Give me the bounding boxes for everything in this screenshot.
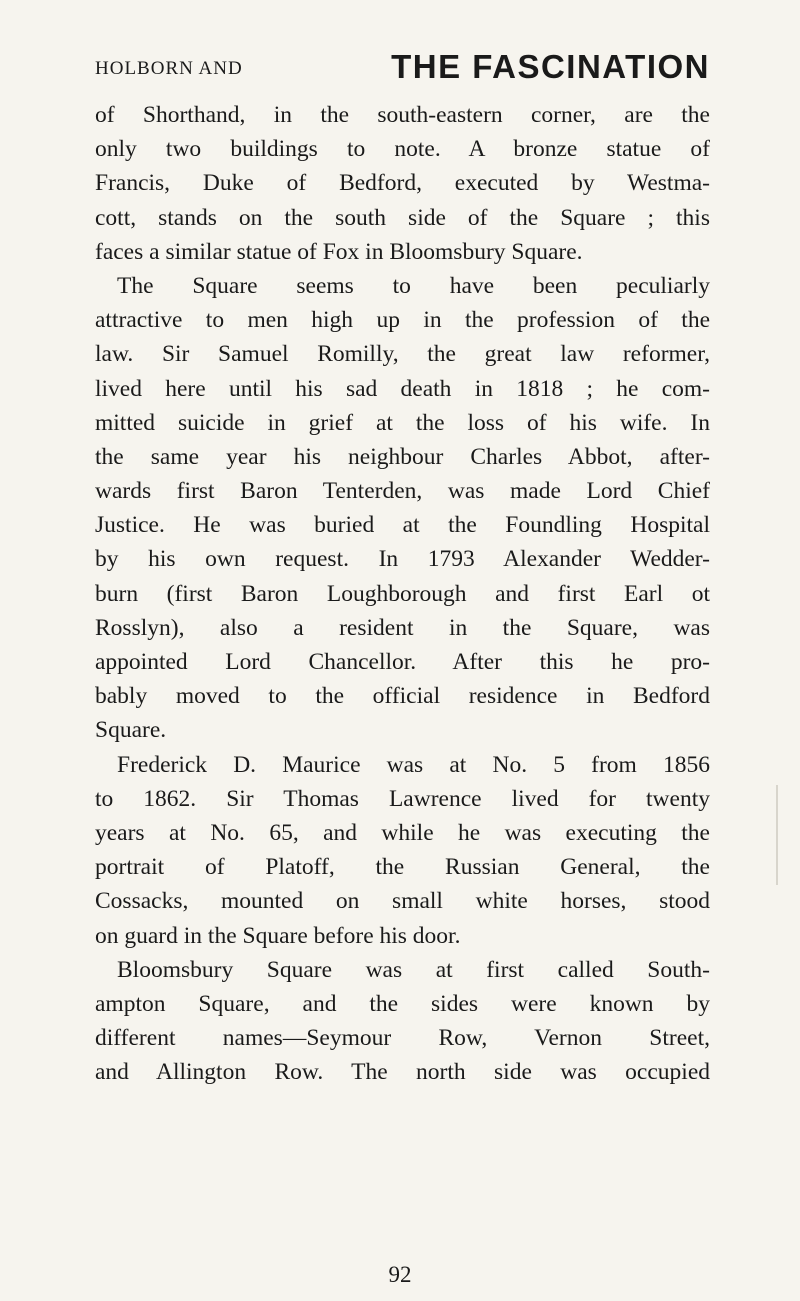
text-line: burn (first Baron Loughborough and first Earl ot: [95, 580, 710, 607]
page-edge-shadow: [776, 785, 778, 885]
running-head-title: THE FASCINATION: [391, 48, 710, 85]
running-head: [95, 48, 710, 92]
text-line: years at No. 65, and while he was executing the: [95, 819, 710, 846]
text-line: Justice. He was buried at the Foundling Hospital: [95, 512, 710, 539]
text-line: cott, stands on the south side of the Square ; this: [95, 204, 710, 231]
text-line: of Shorthand, in the south-eastern corner, are the: [95, 102, 710, 128]
text-line: mitted suicide in grief at the loss of his wife. In: [95, 409, 710, 436]
text-line: Frederick D. Maurice was at No. 5 from 1856: [117, 751, 710, 778]
text-line: The Square seems to have been peculiarly: [117, 272, 710, 299]
text-line: bably moved to the official residence in Bedford: [95, 683, 710, 710]
text-line: wards first Baron Tenterden, was made Lord Chief: [95, 478, 710, 505]
text-line: attractive to men high up in the profession of the: [95, 307, 710, 334]
text-line: faces a similar statue of Fox in Bloomsbury Square.: [95, 238, 583, 265]
text-line: Rosslyn), also a resident in the Square, was: [95, 614, 710, 641]
text-line: the same year his neighbour Charles Abbot, after-: [95, 443, 710, 470]
text-line: Francis, Duke of Bedford, executed by Westma-: [95, 170, 710, 197]
text-line: portrait of Platoff, the Russian General, the: [95, 854, 710, 881]
text-line: different names—Seymour Row, Vernon Street,: [95, 1025, 710, 1052]
text-line: lived here until his sad death in 1818 ; he com-: [95, 375, 710, 402]
text-line: Square.: [95, 717, 167, 744]
text-line: by his own request. In 1793 Alexander Wedder-: [95, 546, 710, 573]
text-line: only two buildings to note. A bronze statue of: [95, 136, 710, 163]
text-line: on guard in the Square before his door.: [95, 922, 461, 949]
text-line: Cossacks, mounted on small white horses, stood: [95, 888, 710, 915]
text-line: and Allington Row. The north side was occupied: [95, 1059, 710, 1086]
page-number: 92: [388, 1262, 412, 1287]
text-line: ampton Square, and the sides were known by: [95, 990, 710, 1017]
text-line: Bloomsbury Square was at first called South-: [117, 956, 710, 983]
body-text: [95, 98, 710, 1089]
text-line: to 1862. Sir Thomas Lawrence lived for twenty: [95, 785, 710, 812]
text-line: law. Sir Samuel Romilly, the great law reformer,: [95, 341, 710, 368]
running-head-left: HOLBORN AND: [95, 58, 243, 79]
text-line: appointed Lord Chancellor. After this he pro-: [95, 649, 710, 675]
